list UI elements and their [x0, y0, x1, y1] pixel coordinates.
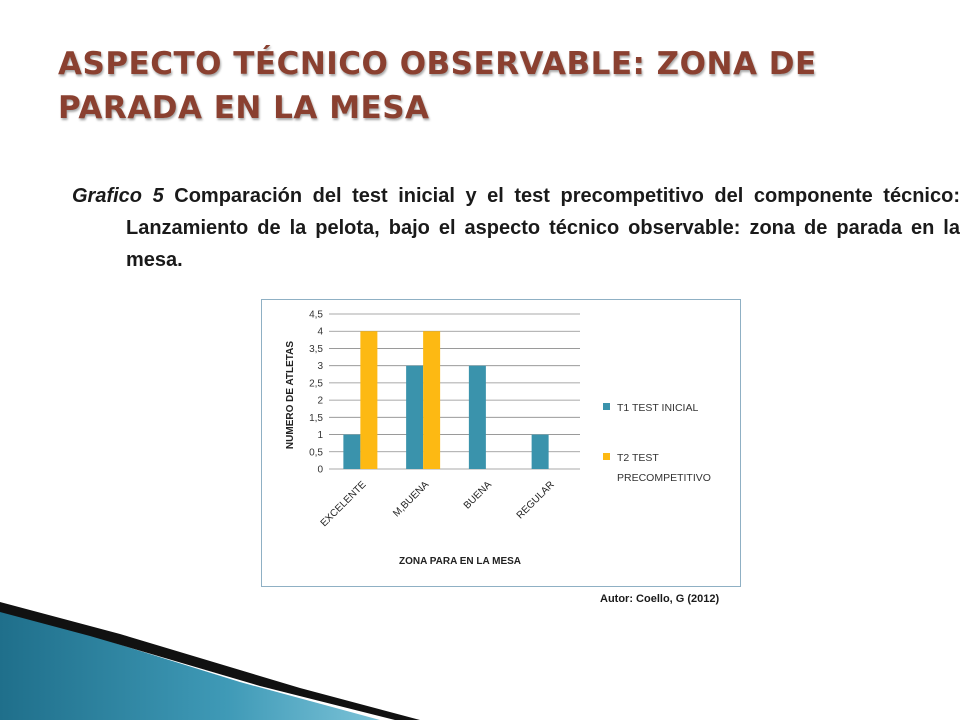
- y-tick-label: 3,5: [309, 343, 323, 355]
- y-tick-label: 1,5: [309, 412, 323, 424]
- chart-canvas: [262, 300, 740, 586]
- bar-t1-test-inicial: [343, 435, 360, 469]
- y-tick-label: 0: [317, 464, 323, 476]
- y-tick-label: 1: [317, 430, 323, 442]
- x-tick-label: M,BUENA: [391, 479, 432, 520]
- author-credit: Autor: Coello, G (2012): [600, 593, 720, 605]
- y-tick-labels: [309, 310, 323, 476]
- legend-swatch-t1: [603, 403, 610, 410]
- x-tick-labels: [319, 479, 557, 529]
- y-tick-label: 2: [317, 395, 323, 407]
- x-tick-label: EXCELENTE: [318, 479, 369, 530]
- bar-t1-test-inicial: [406, 366, 423, 469]
- x-tick-label: BUENA: [461, 479, 494, 512]
- y-tick-label: 3: [317, 361, 323, 373]
- legend-swatch-t2: [603, 453, 610, 460]
- bar-chart: [261, 299, 741, 587]
- bar-t2-test-precompetitivo: [360, 331, 377, 469]
- x-axis-label: ZONA PARA EN LA MESA: [398, 556, 522, 567]
- figure-caption: [72, 180, 960, 276]
- y-tick-label: 4,5: [309, 309, 323, 321]
- legend-label-t2-line1: T2 TEST: [617, 452, 659, 464]
- figure-caption-text: Comparación del test inicial y el test precompetitivo del componente técnico: Lanzamiento de la pelota, bajo el aspecto técnico observable: zona de parada en la mesa.: [126, 185, 960, 271]
- y-tick-label: 4: [317, 326, 323, 338]
- y-axis-label: NUMERO DE ATLETAS: [285, 340, 296, 450]
- x-tick-label: REGULAR: [514, 479, 557, 522]
- y-tick-label: 2,5: [309, 378, 323, 390]
- slide-title: ASPECTO TÉCNICO OBSERVABLE: ZONA DE PARADA EN LA MESA: [58, 46, 817, 126]
- bar-t1-test-inicial: [469, 366, 486, 469]
- y-tick-label: 0,5: [309, 447, 323, 459]
- legend-label-t1: T1 TEST INICIAL: [617, 402, 699, 414]
- legend-label-t2-line2: PRECOMPETITIVO: [617, 472, 711, 484]
- figure-label: Grafico 5: [72, 185, 164, 207]
- legend: [603, 402, 711, 484]
- bar-t1-test-inicial: [532, 435, 549, 469]
- bar-t2-test-precompetitivo: [423, 331, 440, 469]
- corner-decoration: [0, 590, 960, 720]
